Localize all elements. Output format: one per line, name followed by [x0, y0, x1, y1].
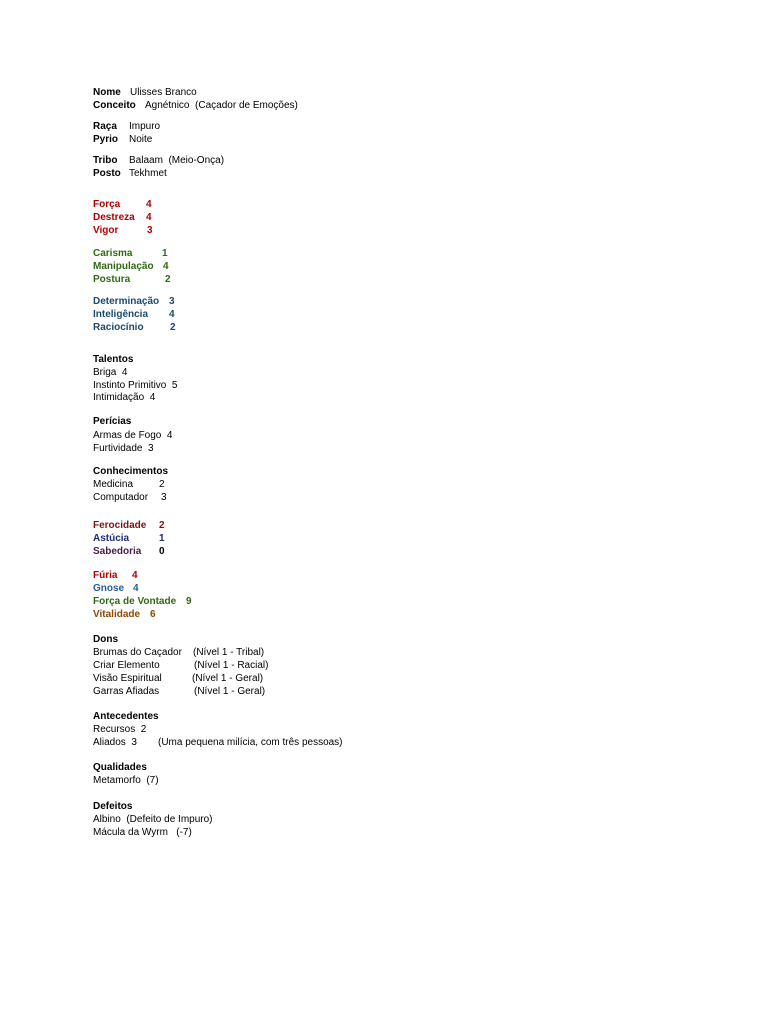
- nome-label: Nome: [93, 87, 121, 98]
- item-name: Medicina: [93, 479, 134, 490]
- renome-ferocidade: [93, 520, 165, 532]
- attr-carisma: [93, 248, 168, 260]
- pool-name: Vitalidade: [93, 609, 141, 620]
- don-name: Visão Espiritual: [93, 673, 162, 684]
- renome-sabedoria: [93, 546, 165, 558]
- attr-forca: [93, 199, 152, 211]
- attr-postura: [93, 274, 171, 286]
- item-name: Computador: [93, 492, 149, 503]
- attr-value: 4: [146, 199, 152, 210]
- raca-label: Raça: [93, 121, 117, 132]
- don-name: Brumas do Caçador: [93, 647, 182, 658]
- item-value: 2: [159, 479, 165, 490]
- nome-value: Ulisses Branco: [130, 87, 197, 98]
- list-item: Instinto Primitivo 5: [93, 380, 178, 391]
- pool-name: Fúria: [93, 570, 118, 581]
- pool-vitalidade: [93, 609, 156, 621]
- conhecimentos-heading: Conhecimentos: [93, 466, 169, 477]
- attr-name: Manipulação: [93, 261, 154, 272]
- antecedente-note: (Uma pequena milícia, com três pessoas): [158, 737, 343, 748]
- renome-astucia: [93, 533, 165, 545]
- don-name: Garras Afiadas: [93, 686, 160, 697]
- attr-value: 4: [146, 212, 152, 223]
- pool-value: 6: [150, 609, 156, 620]
- list-item: [93, 737, 343, 749]
- conceito-row: [93, 100, 298, 112]
- conceito-label: Conceito: [93, 100, 136, 111]
- talentos-heading: Talentos: [93, 354, 134, 365]
- attr-value: 2: [165, 274, 171, 285]
- attr-name: Força: [93, 199, 121, 210]
- attr-name: Raciocínio: [93, 322, 144, 333]
- conceito-value: Agnétnico (Caçador de Emoções): [145, 100, 298, 111]
- don-level: (Nível 1 - Geral): [192, 673, 264, 684]
- renome-name: Astúcia: [93, 533, 130, 544]
- pool-forca-vontade: [93, 596, 192, 608]
- list-item: [93, 686, 266, 698]
- attr-name: Vigor: [93, 225, 119, 236]
- attr-value: 4: [169, 309, 175, 320]
- list-item: [93, 647, 265, 659]
- list-item: [93, 479, 165, 491]
- pool-value: 9: [186, 596, 192, 607]
- attr-destreza: [93, 212, 152, 224]
- pyrio-row: [93, 134, 153, 146]
- defeitos-heading: Defeitos: [93, 801, 133, 812]
- pool-name: Gnose: [93, 583, 125, 594]
- pool-furia: [93, 570, 138, 582]
- posto-row: [93, 168, 167, 180]
- tribo-label: Tribo: [93, 155, 118, 166]
- attr-manipulacao: [93, 261, 169, 273]
- list-item: Armas de Fogo 4: [93, 430, 173, 441]
- don-level: (Nível 1 - Geral): [194, 686, 266, 697]
- attr-value: 2: [170, 322, 176, 333]
- antecedente-name: Aliados 3: [93, 737, 137, 748]
- list-item: Intimidação 4: [93, 392, 156, 403]
- dons-heading: Dons: [93, 634, 118, 645]
- pyrio-value: Noite: [129, 134, 153, 145]
- attr-name: Destreza: [93, 212, 135, 223]
- attr-value: 4: [163, 261, 169, 272]
- pool-name: Força de Vontade: [93, 596, 177, 607]
- qualidades-heading: Qualidades: [93, 762, 147, 773]
- attr-determinacao: [93, 296, 175, 308]
- attr-raciocinio: [93, 322, 176, 334]
- antecedente-name: Recursos 2: [93, 724, 147, 735]
- raca-value: Impuro: [129, 121, 161, 132]
- nome-row: [93, 87, 197, 99]
- pool-value: 4: [133, 583, 139, 594]
- list-item: [93, 492, 167, 504]
- antecedentes-heading: Antecedentes: [93, 711, 159, 722]
- don-level: (Nível 1 - Racial): [194, 660, 269, 671]
- raca-row: [93, 121, 161, 133]
- pyrio-label: Pyrio: [93, 134, 119, 145]
- renome-value: 2: [159, 520, 165, 531]
- renome-value: 1: [159, 533, 165, 544]
- list-item: [93, 724, 146, 736]
- tribo-value: Balaam (Meio-Onça): [129, 155, 225, 166]
- renome-name: Ferocidade: [93, 520, 147, 531]
- list-item: [93, 660, 269, 672]
- attr-value: 3: [169, 296, 175, 307]
- don-level: (Nível 1 - Tribal): [193, 647, 265, 658]
- attr-value: 1: [162, 248, 168, 259]
- renome-value: 0: [159, 546, 165, 557]
- posto-label: Posto: [93, 168, 121, 179]
- attr-name: Postura: [93, 274, 131, 285]
- attr-name: Determinação: [93, 296, 160, 307]
- attr-inteligencia: [93, 309, 175, 321]
- renome-name: Sabedoria: [93, 546, 142, 557]
- pericias-heading: Perícias: [93, 416, 132, 427]
- list-item: Mácula da Wyrm (-7): [93, 827, 192, 838]
- list-item: [93, 673, 264, 685]
- posto-value: Tekhmet: [129, 168, 167, 179]
- list-item: Metamorfo (7): [93, 775, 159, 786]
- attr-name: Carisma: [93, 248, 133, 259]
- don-name: Criar Elemento: [93, 660, 160, 671]
- list-item: Furtividade 3: [93, 443, 154, 454]
- attr-value: 3: [147, 225, 153, 236]
- attr-name: Inteligência: [93, 309, 149, 320]
- pool-gnose: [93, 583, 139, 595]
- attr-vigor: [93, 225, 153, 237]
- list-item: Briga 4: [93, 367, 128, 378]
- item-value: 3: [161, 492, 167, 503]
- tribo-row: [93, 155, 225, 167]
- list-item: Albino (Defeito de Impuro): [93, 814, 213, 825]
- pool-value: 4: [132, 570, 138, 581]
